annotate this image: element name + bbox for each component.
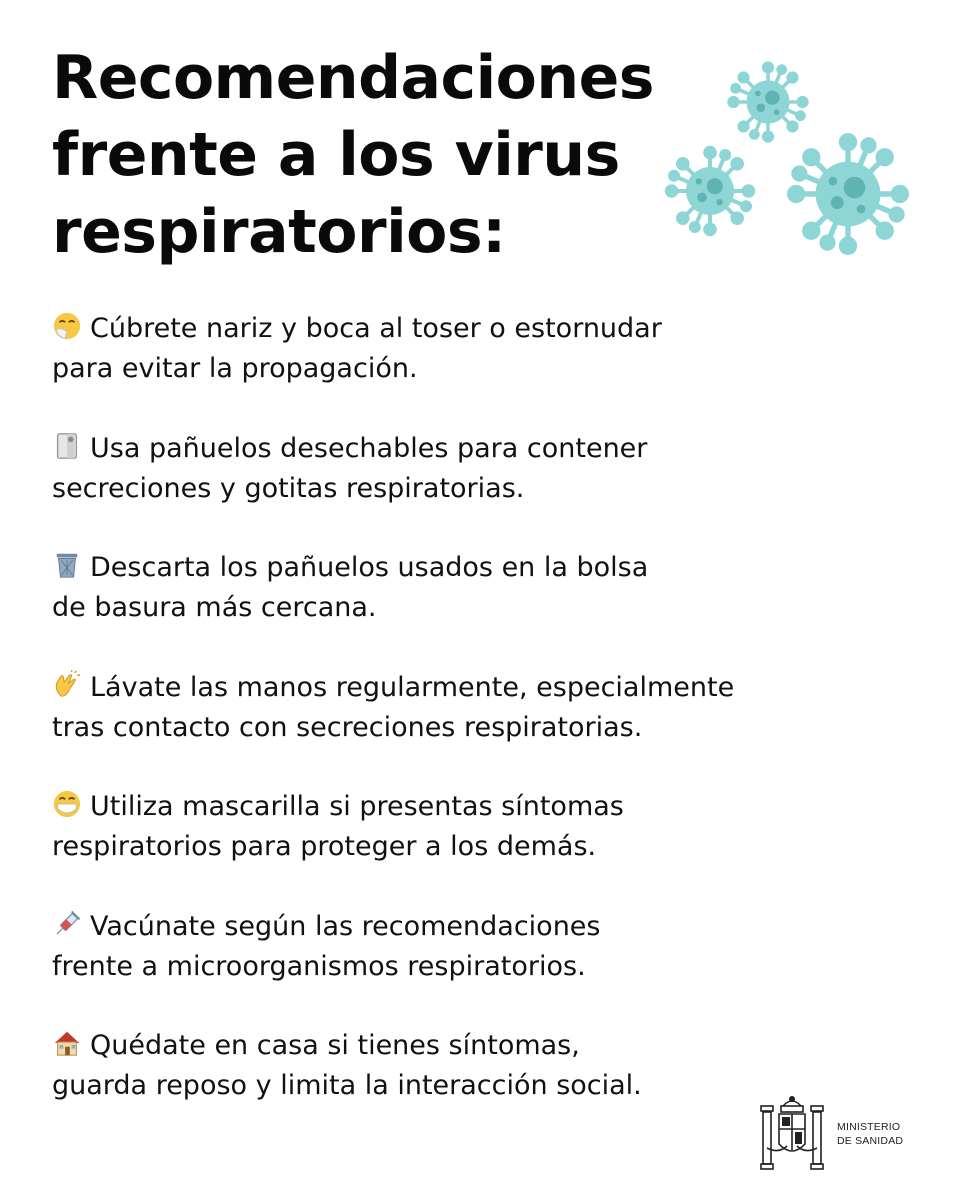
tip-text-line: Descarta los pañuelos usados en la bolsa <box>90 552 649 583</box>
tip-text-line: tras contacto con secreciones respiratorias. <box>52 711 643 743</box>
tip-text-line: respiratorios para proteger a los demás. <box>52 831 597 862</box>
clapping-hands-icon <box>52 670 82 700</box>
tip-text-line: Vacúnate según las recomendaciones <box>90 910 601 942</box>
tip-text-line: guarda reposo y limita la interacción social. <box>52 1070 642 1101</box>
coat-of-arms-icon <box>757 1092 827 1172</box>
list-item <box>52 668 912 748</box>
tip-text-line: frente a microorganismos respiratorios. <box>52 950 586 982</box>
tip-text-line: Lávate las manos regularmente, especialmente <box>90 671 735 703</box>
virus-icon <box>729 63 807 141</box>
ministry-line: MINISTERIO <box>837 1121 901 1133</box>
sneezing-face-icon <box>52 311 82 341</box>
tip-text-line: Usa pañuelos desechables para contener <box>90 432 648 464</box>
tip-text-line: Cúbrete nariz y boca al toser o estornudar <box>90 313 662 344</box>
virus-illustration <box>655 55 925 280</box>
toilet-paper-icon <box>52 431 82 461</box>
page-title <box>52 40 654 271</box>
tip-text-line: secreciones y gotitas respiratorias. <box>52 472 525 504</box>
ministry-name <box>837 1120 903 1148</box>
list-item <box>52 787 912 867</box>
tip-text-line: de basura más cercana. <box>52 592 377 623</box>
list-item <box>52 309 912 389</box>
ministry-logo <box>757 1092 917 1172</box>
title-line: Recomendaciones <box>52 43 655 113</box>
title-line: frente a los virus <box>52 120 620 190</box>
house-icon <box>52 1028 82 1058</box>
face-with-mask-icon <box>52 789 82 819</box>
syringe-icon <box>52 909 82 939</box>
tip-text-line: Utiliza mascarilla si presentas síntomas <box>90 791 624 822</box>
virus-icon <box>790 136 907 253</box>
tip-text-line: para evitar la propagación. <box>52 353 418 384</box>
list-item <box>52 907 912 987</box>
title-line: respiratorios: <box>52 197 506 267</box>
virus-icon <box>667 148 753 234</box>
list-item <box>52 429 912 509</box>
ministry-line: DE SANIDAD <box>837 1135 904 1147</box>
list-item <box>52 548 912 628</box>
wastebasket-icon <box>52 550 82 580</box>
recommendations-list <box>52 309 912 1146</box>
tip-text-line: Quédate en casa si tienes síntomas, <box>90 1030 580 1061</box>
